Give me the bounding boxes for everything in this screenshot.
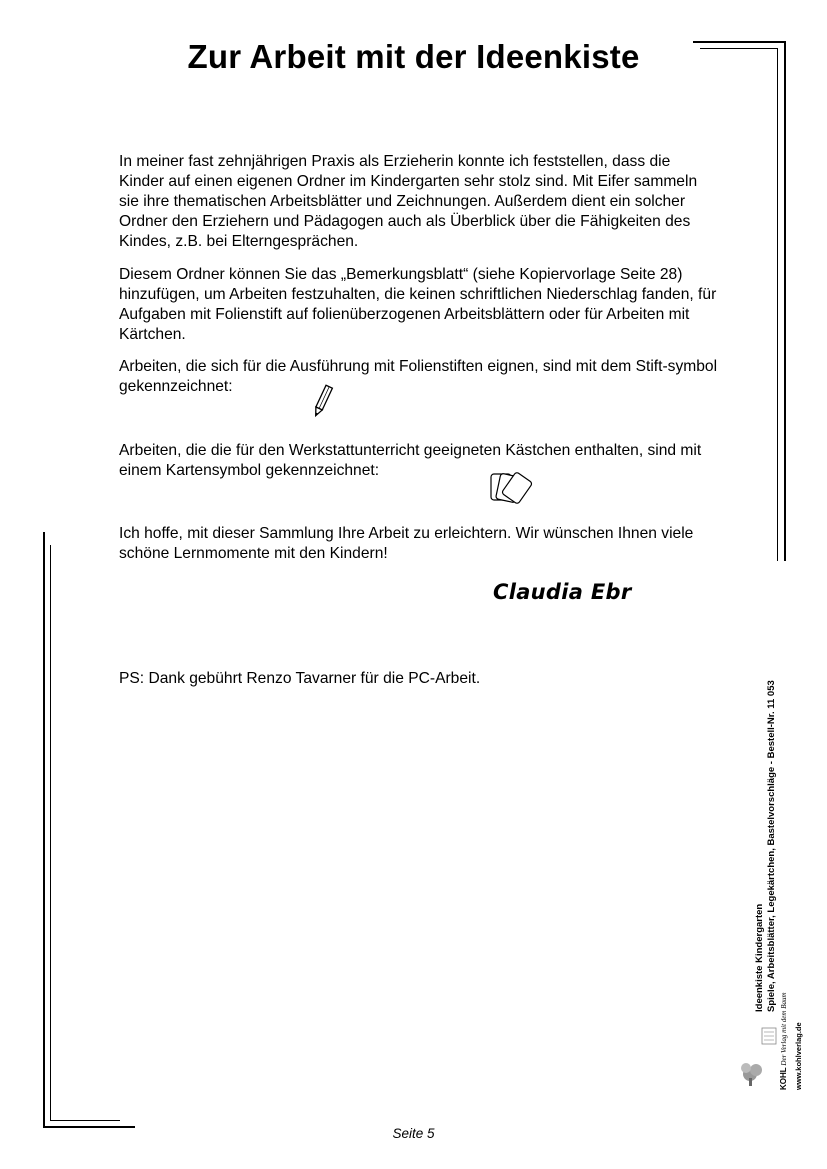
cards-icon: [488, 470, 536, 506]
sidebar-series-title: Ideenkiste Kindergarten: [754, 903, 765, 1012]
publisher-tagline-text: Der Verlag mit dem Baum: [780, 992, 788, 1066]
paragraph-card-symbol: Arbeiten, die die für den Werkstattunterricht geeigneten Kästchen enthalten, sind mit einem Kartensymbol gekennzeichnet:: [119, 442, 702, 479]
postscript: PS: Dank gebührt Renzo Tavarner für die PC-Arbeit.: [119, 670, 481, 687]
paragraph-intro: In meiner fast zehnjährigen Praxis als Erzieherin konnte ich feststellen, dass die Kinder auf einen eigenen Ordner im Kindergarten sehr stolz sind. Mit Eifer sammeln sie ihre thematischen Arbeitsblätter und Zeichnungen. Außerdem dient ein solcher Ordner den Erziehern und Pädagogen auch als Überblick über die Fähigkeiten des Kindes, z.B. bei Elterngesprächen.: [119, 153, 698, 250]
author-signature: Claudia Ebr: [493, 580, 632, 604]
frame-bottom-line-inner: [50, 1120, 120, 1121]
frame-right-line-outer: [784, 41, 786, 561]
frame-left-line-inner: [50, 545, 51, 1121]
page-title: Zur Arbeit mit der Ideenkiste: [187, 38, 640, 75]
paragraph-bemerkungsblatt: Diesem Ordner können Sie das „Bemerkungsblatt“ (siehe Kopiervorlage Seite 28) hinzufügen, um Arbeiten festzuhalten, die keinen schriftlichen Niederschlag fanden, für Aufgaben mit Folienstift auf folienüberzogenen Arbeitsblättern oder für Arbeiten mit Kärtchen.: [119, 266, 717, 343]
frame-left-line-outer: [43, 532, 45, 1128]
publisher-website: www.kohlverlag.de: [794, 1022, 803, 1090]
publisher-name: KOHL: [779, 1067, 788, 1090]
paragraph-pencil-symbol: Arbeiten, die sich für die Ausführung mit Folienstiften eignen, sind mit dem Stift-symbol gekennzeichnet:: [119, 358, 718, 395]
paragraph-closing: Ich hoffe, mit dieser Sammlung Ihre Arbeit zu erleichtern. Wir wünschen Ihnen viele schöne Lernmomente mit den Kindern!: [119, 525, 694, 562]
frame-right-line-inner: [777, 48, 778, 561]
publisher-tagline: [779, 992, 788, 1090]
pencil-icon: [310, 383, 334, 419]
sidebar-subtitle-order: Spiele, Arbeitsblätter, Legekärtchen, Bastelvorschläge - Bestell-Nr. 11 053: [766, 680, 777, 1012]
page-number: Seite 5: [392, 1126, 435, 1141]
